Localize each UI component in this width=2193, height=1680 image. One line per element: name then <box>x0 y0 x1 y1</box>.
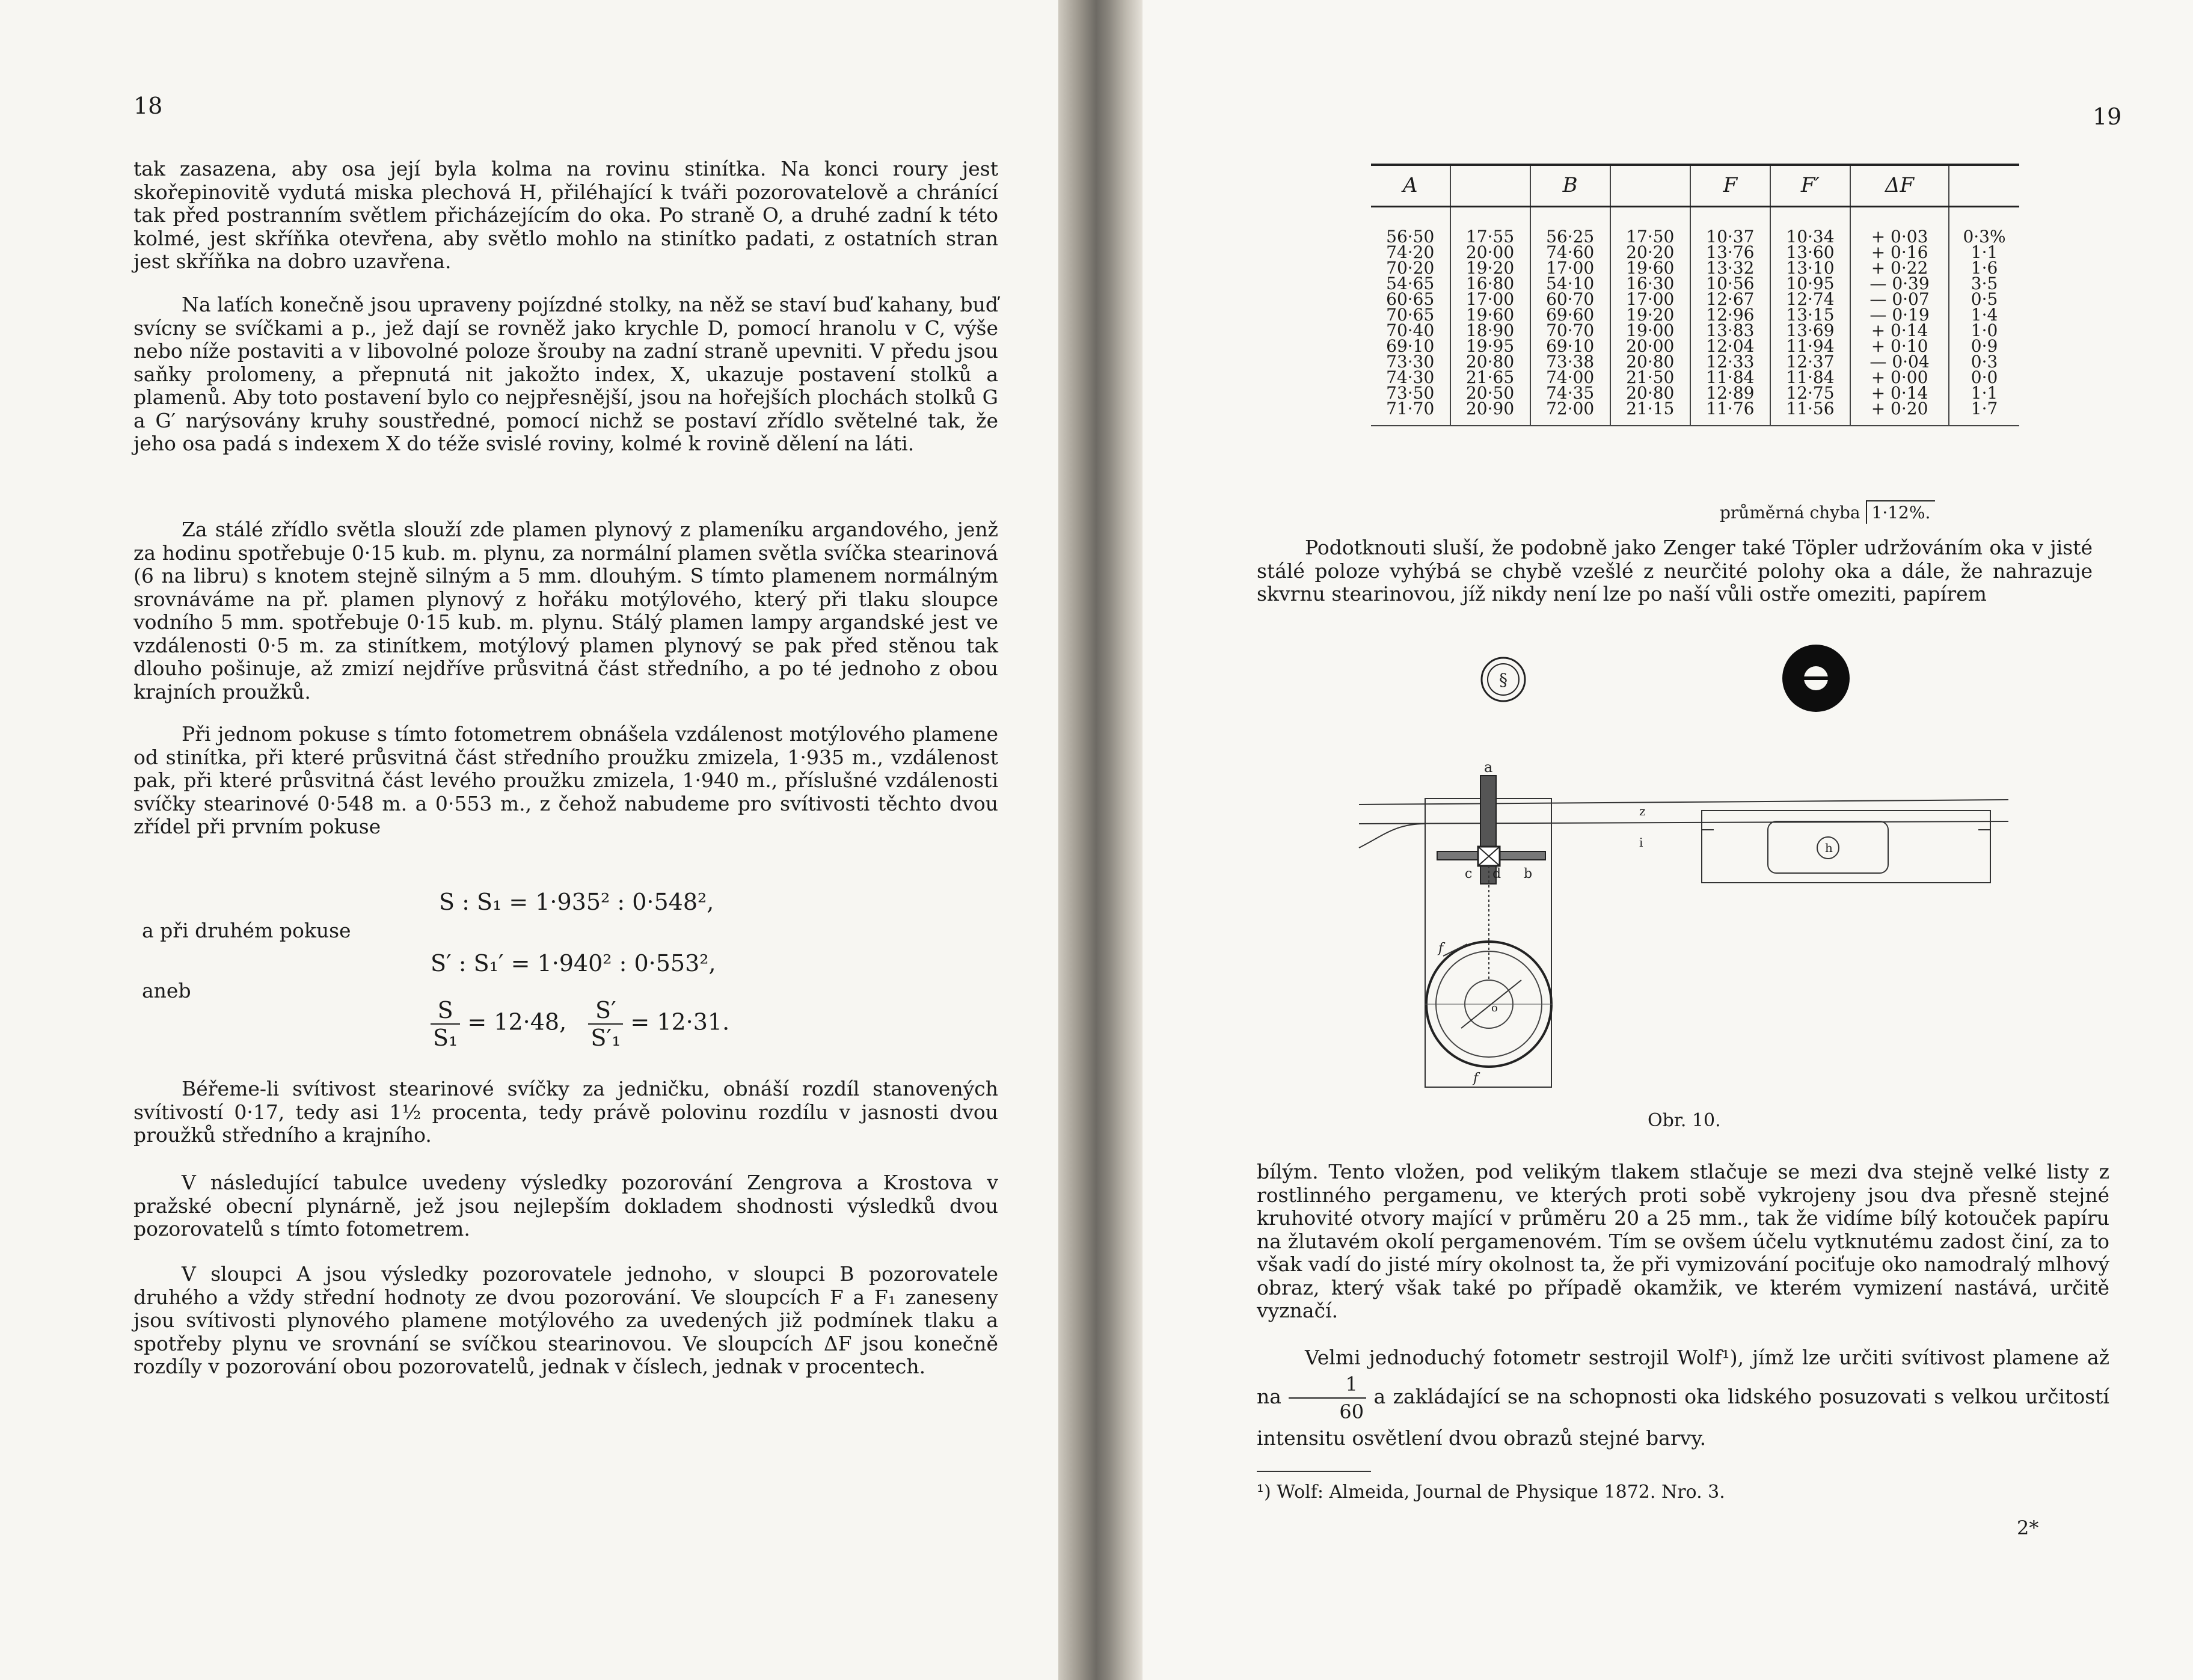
table-cell: 11·94 <box>1770 339 1850 354</box>
fraction-s-prime <box>588 997 623 1051</box>
table-cell: 20·80 <box>1610 385 1690 401</box>
header-a2 <box>1450 165 1530 207</box>
paragraph-right-3-end: a zakládající se na schopnosti oka lidského posuzovati s velkou určitostí intensitu osvětlení dvou obrazů stejné barvy. <box>1257 1385 2109 1450</box>
table-cell: 13·10 <box>1770 260 1850 276</box>
table-cell: 69·60 <box>1530 307 1610 323</box>
ratio-value-1: = 12·48, <box>467 1008 567 1035</box>
table-cell: 3·5 <box>1949 276 2019 292</box>
table-cell: 73·38 <box>1530 354 1610 370</box>
fraction-denominator: 60 <box>1339 1400 1364 1423</box>
paragraph-left-2: Na laťích konečně jsou upraveny pojízdné stolky, na něž se staví buď kahany, buď svícny se svíčkami a p., jež dají se rovněž jako krychle D, pomocí hranolu v C, výše nebo níže postaviti a v libovolné poloze šrouby na zadní straně upevniti. V předu jsou saňky prolomeny, a přepnutá nit jakožto index, X, ukazuje postavení stolků a plamenů. Aby toto postavení bylo co nejpřesnější, jsou na hořejších plochách stolků G a G′ narýsovány kruhy soustředné, pomocí nichž se postaví zřídlo světelné tak, že jeho osa padá s indexem X do téže svislé roviny, kolmé k rovině dělení na láti. <box>133 293 998 455</box>
table-cell: 20·00 <box>1610 339 1690 354</box>
table-row <box>1371 207 2019 245</box>
table-cell: 19·60 <box>1450 307 1530 323</box>
table-cell: 12·89 <box>1690 385 1770 401</box>
table-cell: 20·50 <box>1450 385 1530 401</box>
table-cell: 20·20 <box>1610 245 1690 260</box>
table-cell: 12·04 <box>1690 339 1770 354</box>
table-cell: 60·65 <box>1386 289 1435 309</box>
table-cell: — 0·07 <box>1850 292 1949 307</box>
figure-caption: Obr. 10. <box>1648 1110 1721 1131</box>
paragraph-right-3-start: Velmi jednoduchý fotometr sestrojil Wolf¹), jímž lze určiti svítivost plamene až na <box>1257 1346 2109 1408</box>
figure-label-i: i <box>1639 835 1643 850</box>
table-cell: 21·65 <box>1450 370 1530 385</box>
table-cell: 70·65 <box>1386 305 1435 325</box>
table-cell: 11·76 <box>1690 401 1770 426</box>
figure-label-d: d <box>1492 866 1501 881</box>
fraction-numerator: S <box>431 997 460 1025</box>
table-cell: 10·95 <box>1770 276 1850 292</box>
paragraph-left-6: V následující tabulce uvedeny výsledky pozorování Zengrova a Krostova v pražské obecní plynárně, jež jsou nejlepším dokladem shodnosti výsledků dvou pozorovatelů s tímto fotometrem. <box>133 1171 998 1240</box>
figure-label-c: c <box>1465 866 1473 881</box>
table-cell: 13·76 <box>1690 245 1770 260</box>
table-cell: + 0·10 <box>1850 339 1949 354</box>
table-cell: 74·30 <box>1386 367 1435 387</box>
table-cell: 0·9 <box>1949 339 2019 354</box>
paragraph-right-3 <box>1257 1344 2109 1452</box>
table-cell: 1·0 <box>1949 323 2019 339</box>
table-cell: 20·80 <box>1450 354 1530 370</box>
figure-label-z: z <box>1639 804 1646 818</box>
table-cell: 70·40 <box>1386 320 1435 340</box>
table-cell: + 0·14 <box>1850 385 1949 401</box>
table-cell: 60·70 <box>1530 292 1610 307</box>
table-cell: 17·50 <box>1610 207 1690 245</box>
ratio-value-2: = 12·31. <box>630 1008 730 1035</box>
table-cell: 21·15 <box>1610 401 1690 426</box>
header-b: B <box>1530 165 1610 207</box>
figure-photometer <box>1347 643 2020 1100</box>
average-error <box>1720 503 1935 523</box>
paragraph-right-1: Podotknouti sluší, že podobně jako Zenger také Töpler udržováním oka v jisté stálé poloze vyhýbá se chybě vzešlé z neurčité polohy oka a dále, že nahrazuje skvrnu stearinovou, jíž nikdy není lze po naší vůli ostře omeziti, papírem <box>1257 536 2093 605</box>
table-cell: 18·90 <box>1450 323 1530 339</box>
table-cell: 17·00 <box>1610 292 1690 307</box>
table-cell: 1·4 <box>1949 307 2019 323</box>
figure-label-h: h <box>1825 841 1833 855</box>
table-cell: 69·10 <box>1386 336 1435 356</box>
table-cell: 73·30 <box>1386 352 1435 372</box>
table-cell: + 0·20 <box>1850 401 1949 426</box>
table-cell: 13·69 <box>1770 323 1850 339</box>
figure-label-b: b <box>1524 866 1533 881</box>
header-f: F <box>1690 165 1770 207</box>
table-cell: 21·50 <box>1610 370 1690 385</box>
fraction-one-sixtieth <box>1289 1371 1366 1425</box>
figure-label-o: o <box>1491 1002 1498 1014</box>
table-cell: 54·10 <box>1530 276 1610 292</box>
average-error-label: průměrná chyba <box>1720 503 1860 523</box>
table-cell: 74·60 <box>1530 245 1610 260</box>
figure-label-f-bottom: f <box>1473 1071 1479 1086</box>
table-cell: 1·7 <box>1949 401 2019 426</box>
header-delta-f: ΔF <box>1850 165 1949 207</box>
figure-small-seal <box>1482 658 1525 701</box>
table-cell: 19·20 <box>1450 260 1530 276</box>
table-cell: 10·34 <box>1770 207 1850 245</box>
table-cell: + 0·16 <box>1850 245 1949 260</box>
label-second-trial: a při druhém pokuse <box>142 919 351 942</box>
table-cell: 0·5 <box>1949 292 2019 307</box>
average-error-value: 1·12%. <box>1866 500 1936 524</box>
figure-label-a: a <box>1484 759 1493 776</box>
table-cell: 19·00 <box>1610 323 1690 339</box>
fraction-numerator: S′ <box>588 997 623 1025</box>
table-cell: 20·90 <box>1450 401 1530 426</box>
table-cell: 71·70 <box>1371 401 1450 426</box>
table-cell: — 0·04 <box>1850 354 1949 370</box>
table-cell: 70·20 <box>1386 258 1435 278</box>
table-cell: 69·10 <box>1530 339 1610 354</box>
table-cell: 0·0 <box>1949 370 2019 385</box>
table-cell: 17·00 <box>1450 292 1530 307</box>
paragraph-left-4: Při jednom pokuse s tímto fotometrem obnášela vzdálenost motýlového plamene od stinítka, při které průsvitná část středního proužku zmizela, 1·935 m., vzdálenost pak, při které průsvitná část levého proužku zmizela, 1·940 m., příslušné vzdálenosti svíčky stearinové 0·548 m. a 0·553 m., z čehož nabudeme pro svítivosti těchto dvou zřídel při prvním pokuse <box>133 722 998 838</box>
footnote-rule <box>1257 1471 1371 1472</box>
table-cell: 13·83 <box>1690 323 1770 339</box>
table-cell: 12·74 <box>1770 292 1850 307</box>
table-cell: 16·80 <box>1450 276 1530 292</box>
table-cell: 1·1 <box>1949 245 2019 260</box>
page-number-left: 18 <box>133 93 163 119</box>
table-cell: 73·50 <box>1386 383 1435 403</box>
footnote: ¹) Wolf: Almeida, Journal de Physique 1872. Nro. 3. <box>1257 1482 1725 1503</box>
table-cell: 1·6 <box>1949 260 2019 276</box>
label-aneb: aneb <box>142 979 191 1002</box>
table-cell: 19·20 <box>1610 307 1690 323</box>
table-cell: 12·67 <box>1690 292 1770 307</box>
figure-symbol-text: § <box>1499 670 1507 690</box>
table-cell: — 0·19 <box>1850 307 1949 323</box>
table-cell: 11·84 <box>1690 370 1770 385</box>
table-cell: 13·60 <box>1770 245 1850 260</box>
table-cell: 56·50 <box>1386 227 1435 247</box>
table-cell: + 0·14 <box>1850 323 1949 339</box>
table-cell: 19·95 <box>1450 339 1530 354</box>
paragraph-right-2: bílým. Tento vložen, pod velikým tlakem stlačuje se mezi dva stejně velké listy z rostlinného pergamenu, ve kterých proti sobě vykrojeny jsou dva přesně stejné kruhovité otvory mající v průměru 20 a 25 mm., tak že vidíme bílý kotouček papíru na žlutavém okolí pergamenovém. Tím se ovšem účelu vytknutému zadost činí, za to však vadí do jisté míry okolnost ta, že při vymizování pociťuje oko namodralý mlhový obraz, který však také po případě okamžik, ve kterém vymizení nastává, určitě vyznačí. <box>1257 1160 2109 1322</box>
table-row <box>1371 401 2019 426</box>
formula-second-trial: S′ : S₁′ = 1·940² : 0·553², <box>431 950 716 976</box>
table-cell: 12·96 <box>1690 307 1770 323</box>
paragraph-left-7: V sloupci A jsou výsledky pozorovatele jednoho, v sloupci B pozorovatele druhého a vždy střední hodnoty ze dvou pozorování. Ve sloupcích F a F₁ zaneseny jsou svítivosti plynového plamene motýlového za uvedených již podmínek tlaku a spotřeby plynu ve srovnání se svíčkou stearinovou. Ve sloupcích ΔF jsou konečně rozdíly v pozorování obou pozorovatelů, jednak v číslech, jednak v procentech. <box>133 1262 998 1378</box>
page-number-right: 19 <box>2093 103 2122 130</box>
table-cell: 11·56 <box>1770 401 1850 426</box>
table-cell: 20·00 <box>1450 245 1530 260</box>
table-cell: + 0·22 <box>1850 260 1949 276</box>
book-gutter <box>1058 0 1143 1680</box>
table-cell: 74·35 <box>1530 385 1610 401</box>
fraction-denominator: S₁ <box>433 1025 458 1051</box>
header-b2 <box>1610 165 1690 207</box>
header-f-prime: F′ <box>1770 165 1850 207</box>
table-cell: 74·00 <box>1530 370 1610 385</box>
results-table <box>1371 164 2019 426</box>
table-cell: 16·30 <box>1610 276 1690 292</box>
table-cell: 1·1 <box>1949 385 2019 401</box>
table-cell: 74·20 <box>1386 242 1435 262</box>
table-cell: 12·33 <box>1690 354 1770 370</box>
fraction-denominator: S′₁ <box>590 1025 621 1051</box>
table-header-row <box>1371 165 2019 207</box>
table-cell: 20·80 <box>1610 354 1690 370</box>
table-cell: 0·3 <box>1949 354 2019 370</box>
signature-mark: 2* <box>2017 1516 2039 1539</box>
table-cell: 13·15 <box>1770 307 1850 323</box>
table-cell: 11·84 <box>1770 370 1850 385</box>
fraction-numerator: 1 <box>1289 1371 1366 1399</box>
header-percent <box>1949 165 2019 207</box>
left-page <box>0 0 1058 1680</box>
paragraph-left-5: Béřeme-li svítivost stearinové svíčky za jedničku, obnáší rozdíl stanovených svítivostí 0·17, tedy asi 1½ procenta, tedy právě polovinu rozdílu v jasnosti dvou proužků středního a krajního. <box>133 1077 998 1147</box>
fraction-s-s1 <box>431 997 460 1051</box>
table-cell: 72·00 <box>1530 401 1610 426</box>
paragraph-left-1: tak zasazena, aby osa její byla kolma na rovinu stinítka. Na konci roury jest skořepinovitě vydutá miska plechová H, přiléhající k tváři pozorovatelově a chránící tak před postranním světlem přicházejícím do oka. Po straně O, a druhé zadní k této kolmé, jest skříňka otevřena, aby světlo mohlo na stinítko padati, z ostatních stran jest skříňka na dobro uzavřena. <box>133 157 998 273</box>
table-cell: 12·37 <box>1770 354 1850 370</box>
formula-first-trial: S : S₁ = 1·935² : 0·548², <box>439 889 714 915</box>
table-cell: 19·60 <box>1610 260 1690 276</box>
table-cell: + 0·00 <box>1850 370 1949 385</box>
table-cell: 10·37 <box>1690 207 1770 245</box>
table-cell: 70·70 <box>1530 323 1610 339</box>
table-cell: 56·25 <box>1530 207 1610 245</box>
table-cell: — 0·39 <box>1850 276 1949 292</box>
paragraph-left-3: Za stálé zřídlo světla slouží zde plamen plynový z plameníku argandového, jenž za hodinu spotřebuje 0·15 kub. m. plynu, za normální plamen světla svíčka stearinová (6 na libru) s knotem stejně silným a 5 mm. dlouhým. S tímto plamenem normálným srovnáváme na př. plamen plynový z hořáku motýlového, který při tlaku sloupce vodního 5 mm. spotřebuje 0·15 kub. m. plynu. Stálý plamen lampy argandské jest ve vzdálenosti 0·5 m. za stinítkem, motýlový plamen plynový se pak před stěnou tak dlouho pošinuje, až zmizí nejdříve průsvitná část středního, a po té jednoho z obou krajních proužků. <box>133 518 998 704</box>
formula-ratios <box>431 997 729 1051</box>
table-cell: 17·00 <box>1530 260 1610 276</box>
table-cell: 12·75 <box>1770 385 1850 401</box>
header-a: A <box>1371 165 1450 207</box>
figure-label-f-top: f <box>1438 941 1444 956</box>
figure-ring-spot <box>1782 645 1850 712</box>
table-cell: 54·65 <box>1386 274 1435 293</box>
table-cell: + 0·03 <box>1850 207 1949 245</box>
table-cell: 0·3% <box>1949 207 2019 245</box>
table-cell: 13·32 <box>1690 260 1770 276</box>
table-cell: 10·56 <box>1690 276 1770 292</box>
table-body <box>1371 207 2019 426</box>
table-cell: 17·55 <box>1450 207 1530 245</box>
